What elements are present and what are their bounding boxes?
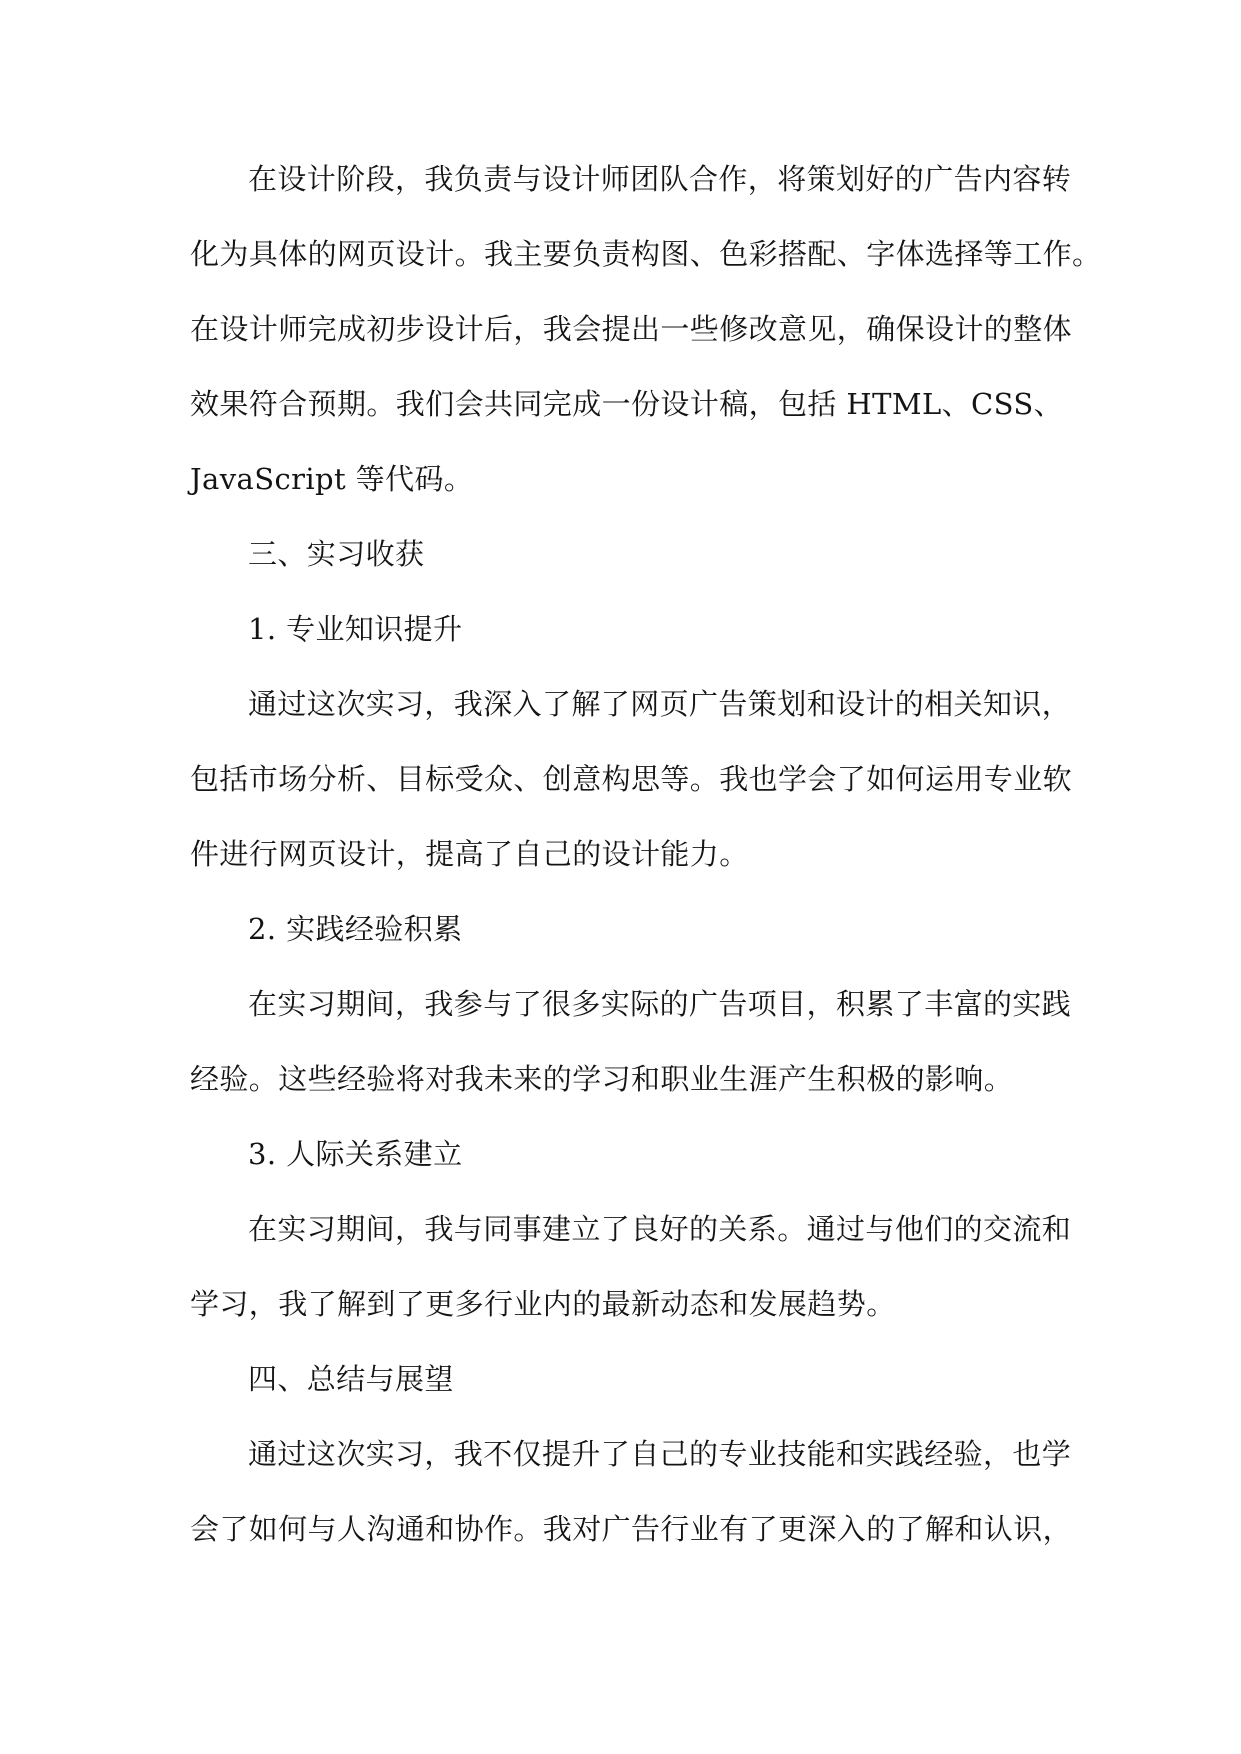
- paragraph-line: 化为具体的网页设计。我主要负责构图、色彩搭配、字体选择等工作。: [190, 237, 1102, 271]
- paragraph-line: 在设计阶段，我负责与设计师团队合作，将策划好的广告内容转: [248, 162, 1072, 196]
- paragraph-line: 在实习期间，我与同事建立了良好的关系。通过与他们的交流和: [248, 1212, 1072, 1246]
- paragraph-line: 在设计师完成初步设计后，我会提出一些修改意见，确保设计的整体: [190, 312, 1073, 346]
- section-heading: 三、实习收获: [248, 537, 425, 571]
- subsection-heading: 2. 实践经验积累: [248, 912, 463, 946]
- paragraph-line: JavaScript 等代码。: [190, 462, 474, 496]
- paragraph-line: 在实习期间，我参与了很多实际的广告项目，积累了丰富的实践: [248, 987, 1072, 1021]
- paragraph-line: 会了如何与人沟通和协作。我对广告行业有了更深入的了解和认识，: [190, 1512, 1073, 1546]
- paragraph-line: 件进行网页设计，提高了自己的设计能力。: [190, 837, 749, 871]
- paragraph-line: 通过这次实习，我深入了解了网页广告策划和设计的相关知识，: [248, 687, 1072, 721]
- paragraph-line: 经验。这些经验将对我未来的学习和职业生涯产生积极的影响。: [190, 1062, 1014, 1096]
- section-heading: 四、总结与展望: [248, 1362, 454, 1396]
- paragraph-line: 包括市场分析、目标受众、创意构思等。我也学会了如何运用专业软: [190, 762, 1073, 796]
- paragraph-line: 学习，我了解到了更多行业内的最新动态和发展趋势。: [190, 1287, 896, 1321]
- subsection-heading: 3. 人际关系建立: [248, 1137, 463, 1171]
- paragraph-line: 通过这次实习，我不仅提升了自己的专业技能和实践经验，也学: [248, 1437, 1072, 1471]
- paragraph-line: 效果符合预期。我们会共同完成一份设计稿，包括 HTML、CSS、: [190, 387, 1064, 421]
- document-body: [190, 142, 1102, 1567]
- subsection-heading: 1. 专业知识提升: [248, 612, 463, 646]
